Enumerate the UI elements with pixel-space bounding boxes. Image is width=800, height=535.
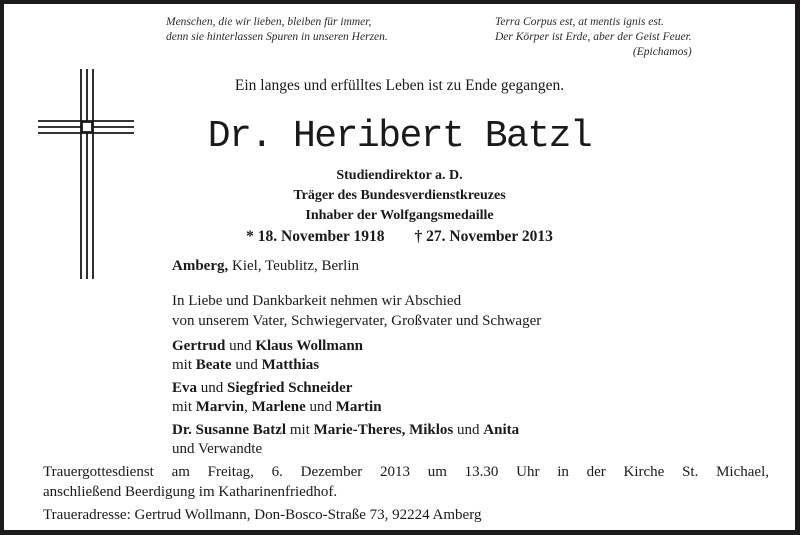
family-line bbox=[172, 398, 519, 417]
death-date: † 27. November 2013 bbox=[414, 228, 553, 245]
family-member-name: Marlene bbox=[251, 399, 306, 415]
farewell-text bbox=[172, 291, 541, 331]
family-connector: und bbox=[225, 338, 256, 354]
family-group bbox=[172, 421, 519, 459]
family-member-name: Siegfried Schneider bbox=[227, 380, 353, 396]
farewell-line-1: In Liebe und Dankbarkeit nehmen wir Abschied bbox=[172, 293, 462, 309]
family-connector: und Verwandte bbox=[172, 441, 263, 457]
family-connector: und bbox=[453, 422, 484, 438]
family-connector: und bbox=[231, 357, 262, 373]
family-member-name: Beate bbox=[195, 357, 232, 373]
places-rest: Kiel, Teublitz, Berlin bbox=[228, 258, 359, 274]
obituary-notice bbox=[4, 4, 795, 530]
title-line: Träger des Bundesverdienstkreuzes bbox=[293, 188, 506, 203]
family-connector: mit bbox=[286, 422, 314, 438]
family-line bbox=[172, 337, 519, 356]
place-primary: Amberg, bbox=[172, 258, 229, 274]
family-connector: und bbox=[305, 399, 336, 415]
quote-right-line-1: Terra Corpus est, at mentis ignis est. bbox=[495, 16, 664, 28]
family-line bbox=[172, 379, 519, 398]
family-member-name: Eva bbox=[172, 380, 198, 396]
family-member-name: Klaus Wollmann bbox=[255, 338, 364, 354]
deceased-name: Dr. Heribert Batzl bbox=[207, 115, 592, 158]
quote-attribution: (Epichamos) bbox=[632, 46, 692, 58]
family-member-name: Marvin bbox=[195, 399, 245, 415]
family-line bbox=[172, 440, 519, 459]
family-member-name: Dr. Susanne Batzl bbox=[172, 422, 287, 438]
farewell-line-2: von unserem Vater, Schwiegervater, Großvater und Schwager bbox=[172, 313, 542, 329]
quote-right bbox=[495, 15, 692, 60]
family-member-name: Anita bbox=[483, 422, 520, 438]
family-group bbox=[172, 337, 519, 375]
family-group bbox=[172, 379, 519, 417]
life-dates bbox=[4, 228, 795, 246]
quote-left bbox=[166, 15, 388, 45]
quote-left-line-2: denn sie hinterlassen Spuren in unseren Herzen. bbox=[166, 31, 388, 43]
family-connector: mit bbox=[172, 357, 196, 373]
mourning-address: Traueradresse: Gertrud Wollmann, Don-Bosco-Straße 73, 92224 Amberg bbox=[43, 507, 482, 523]
service-info-line-1: Trauergottesdienst am Freitag, 6. Dezember 2013 um 13.30 Uhr in der Kirche St. Michael, bbox=[43, 464, 769, 480]
service-info-line-2: anschließend Beerdigung im Katharinenfriedhof. bbox=[43, 484, 338, 500]
title-line: Studiendirektor a. D. bbox=[336, 168, 463, 183]
deceased-titles bbox=[4, 166, 795, 226]
quote-right-line-2: Der Körper ist Erde, aber der Geist Feuer. bbox=[495, 31, 692, 43]
family-line bbox=[172, 356, 519, 375]
family-connector: mit bbox=[172, 399, 196, 415]
family-connector: und bbox=[197, 380, 228, 396]
family-member-name: Martin bbox=[335, 399, 382, 415]
footer bbox=[43, 462, 769, 525]
family-member-name: Matthias bbox=[261, 357, 320, 373]
places bbox=[172, 258, 359, 275]
family-connector: , bbox=[244, 399, 252, 415]
birth-date: * 18. November 1918 bbox=[246, 228, 385, 245]
family-member-name: Marie-Theres, Miklos bbox=[313, 422, 454, 438]
family-list bbox=[172, 337, 519, 463]
quote-left-line-1: Menschen, die wir lieben, bleiben für immer, bbox=[166, 16, 372, 28]
title-line: Inhaber der Wolfgangsmedaille bbox=[305, 208, 494, 223]
intro-text: Ein langes und erfülltes Leben ist zu Ende gegangen. bbox=[234, 77, 565, 94]
family-member-name: Gertrud bbox=[172, 338, 226, 354]
family-line bbox=[172, 421, 519, 440]
